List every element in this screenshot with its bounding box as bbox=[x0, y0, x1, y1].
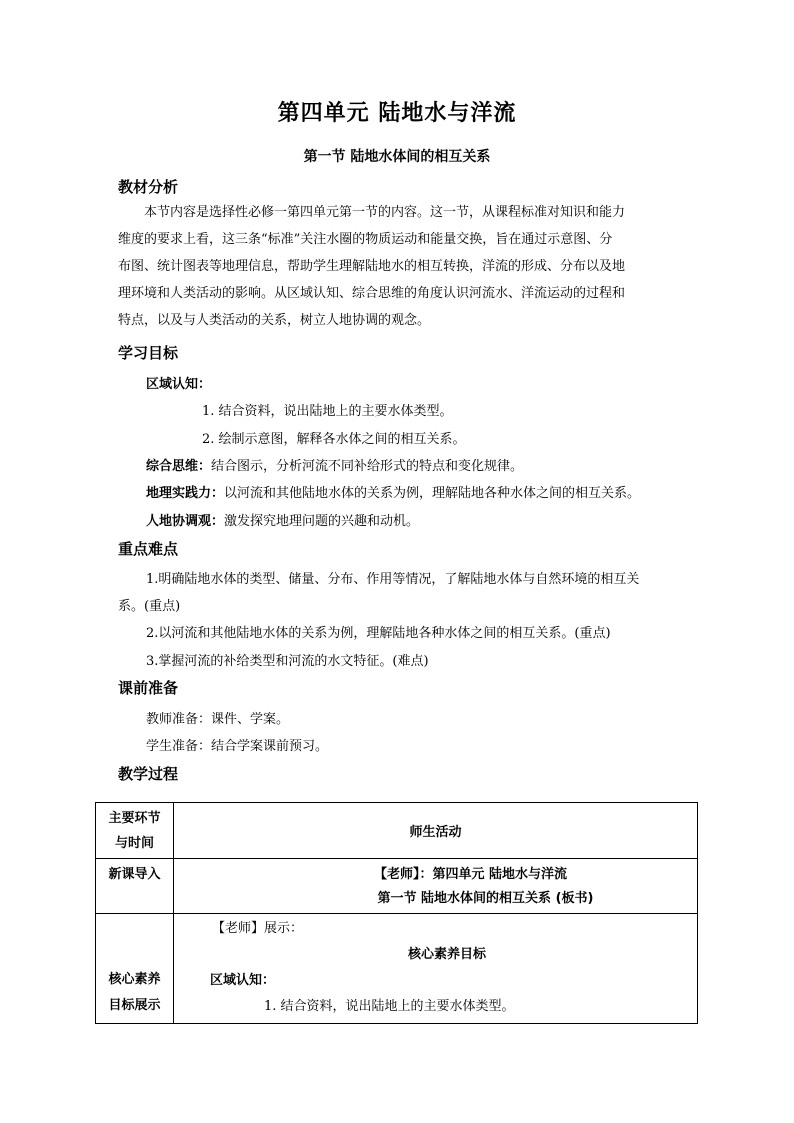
activity-line: 【老师】：第四单元 陆地水与洋流 bbox=[373, 867, 568, 882]
activity-line: 区域认知： bbox=[210, 973, 276, 988]
table-row bbox=[96, 914, 698, 1024]
student-prep: 学生准备：结合学案课前预习。 bbox=[146, 739, 329, 754]
activity-line: 【老师】展示： bbox=[212, 921, 304, 936]
document-title: 第四单元 陆地水与洋流 bbox=[277, 101, 517, 126]
stage-line: 目标展示 bbox=[108, 998, 161, 1013]
analysis-line: 特点，以及与人类活动的关系，树立人地协调的观念。 bbox=[118, 313, 431, 328]
regional-label: 区域认知： bbox=[146, 377, 212, 392]
heading-keypoints: 重点难点 bbox=[118, 540, 179, 558]
activity-cell bbox=[174, 859, 698, 914]
analysis-line: 维度的要求上看，这三条“标准”关注水圈的物质运动和能量交换，旨在通过示意图、分 bbox=[118, 232, 613, 247]
harmony-text: 激发探究地理问题的兴趣和动机。 bbox=[224, 514, 420, 529]
heading-goals: 学习目标 bbox=[118, 344, 179, 362]
keypoint-item: 3.掌握河流的补给类型和河流的水文特征。(难点) bbox=[146, 654, 429, 669]
activity-line: 第一节 陆地水体间的相互关系 (板书) bbox=[377, 891, 594, 906]
thinking-text: 结合图示，分析河流不同补给形式的特点和变化规律。 bbox=[211, 459, 524, 474]
table-header-row bbox=[96, 803, 698, 859]
regional-item: 2. 绘制示意图，解释各水体之间的相互关系。 bbox=[202, 432, 466, 447]
analysis-paragraph bbox=[118, 199, 678, 334]
activity-line: 核心素养目标 bbox=[408, 947, 487, 962]
regional-item: 1. 结合资料，说出陆地上的主要水体类型。 bbox=[202, 404, 453, 419]
teacher-prep: 教师准备：课件、学案。 bbox=[146, 712, 290, 727]
activity-line: 1. 结合资料，说出陆地上的主要水体类型。 bbox=[264, 999, 515, 1014]
header-stage-line: 与时间 bbox=[114, 836, 154, 851]
stage-cell: 新课导入 bbox=[96, 859, 174, 914]
harmony-label: 人地协调观： bbox=[146, 514, 225, 529]
heading-process: 教学过程 bbox=[118, 765, 179, 783]
header-stage-line: 主要环节 bbox=[108, 811, 161, 826]
practice-label: 地理实践力： bbox=[146, 486, 225, 501]
keypoint-item: 系。(重点) bbox=[118, 599, 181, 614]
header-stage-cell bbox=[96, 803, 174, 859]
practice-goal bbox=[146, 482, 640, 501]
harmony-goal bbox=[146, 510, 419, 529]
document-subtitle: 第一节 陆地水体间的相互关系 bbox=[303, 149, 491, 165]
table-row bbox=[96, 859, 698, 914]
analysis-line: 理环境和人类活动的影响。从区域认知、综合思维的角度认识河流水、洋流运动的过程和 bbox=[118, 286, 626, 301]
analysis-line: 本节内容是选择性必修一第四单元第一节的内容。这一节，从课程标准对知识和能力 bbox=[144, 205, 626, 220]
stage-cell bbox=[96, 914, 174, 1024]
heading-analysis: 教材分析 bbox=[118, 178, 179, 196]
heading-prep: 课前准备 bbox=[118, 679, 179, 697]
activity-cell bbox=[174, 914, 698, 1024]
keypoint-item: 2.以河流和其他陆地水体的关系为例，理解陆地各种水体之间的相互关系。(重点) bbox=[146, 626, 611, 641]
analysis-line: 布图、统计图表等地理信息，帮助学生理解陆地水的相互转换，洋流的形成、分布以及地 bbox=[118, 259, 626, 274]
header-activity-cell: 师生活动 bbox=[174, 803, 698, 859]
practice-text: 以河流和其他陆地水体的关系为例，理解陆地各种水体之间的相互关系。 bbox=[224, 486, 641, 501]
process-table bbox=[95, 802, 698, 1024]
thinking-label: 综合思维： bbox=[146, 459, 212, 474]
keypoint-item: 1.明确陆地水体的类型、储量、分布、作用等情况，了解陆地水体与自然环境的相互关 bbox=[146, 572, 640, 587]
thinking-goal bbox=[146, 455, 523, 474]
stage-line: 核心素养 bbox=[108, 972, 161, 987]
